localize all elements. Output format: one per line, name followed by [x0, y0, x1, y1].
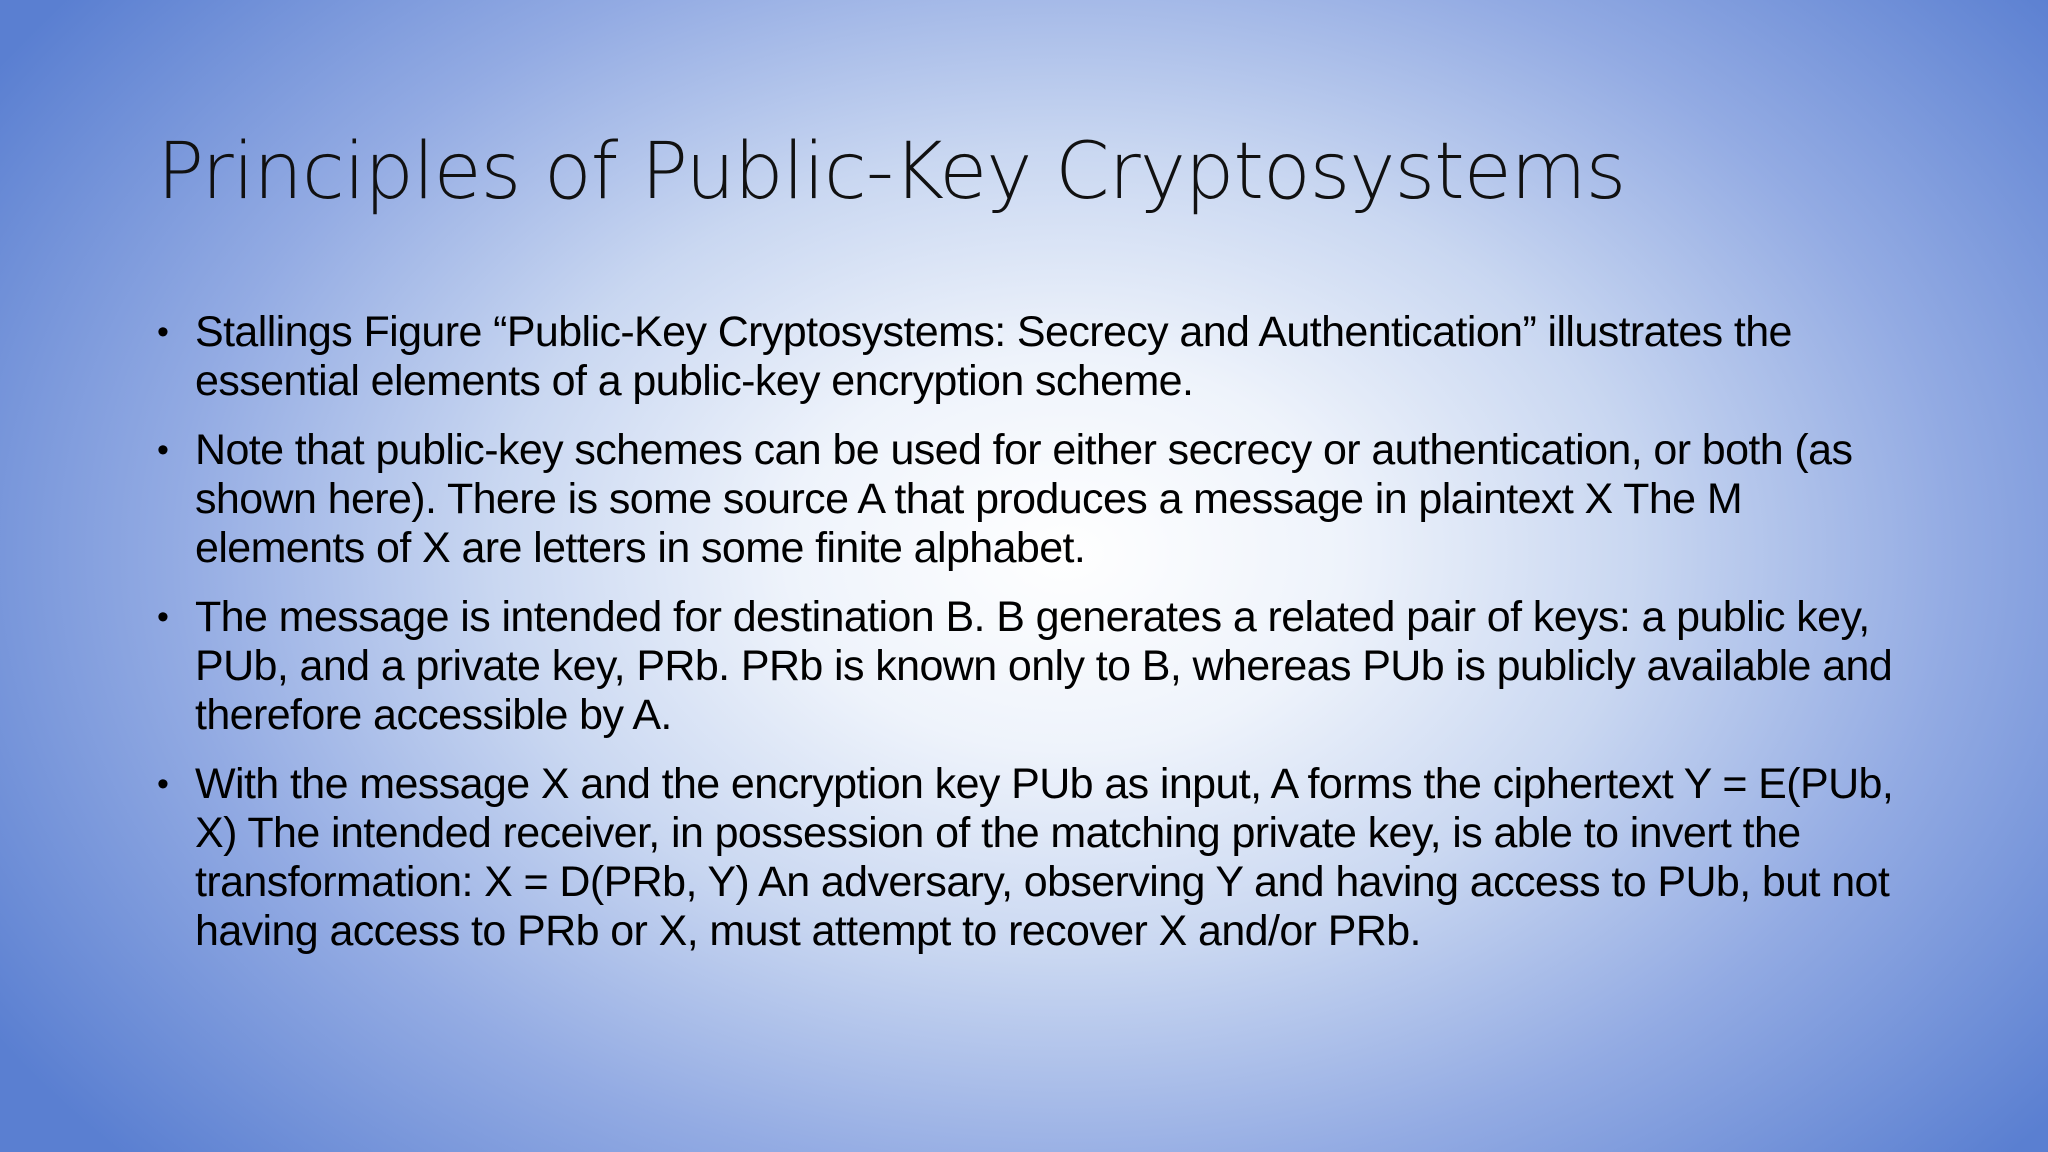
bullet-text: Stallings Figure “Public-Key Cryptosystems: Secrecy and Authentication” illustrates the essential elements of a public-key encryption scheme. — [195, 308, 1792, 405]
bullet-list — [157, 308, 1917, 976]
bullet-marker: • — [157, 765, 169, 803]
bullet-item — [157, 426, 1917, 573]
bullet-item — [157, 760, 1917, 956]
bullet-text: Note that public-key schemes can be used for either secrecy or authentication, or both (as shown here). There is some source A that produces a message in plaintext X The M elements of X are letters in some finite alphabet. — [195, 426, 1853, 572]
bullet-marker: • — [157, 598, 169, 636]
bullet-item — [157, 308, 1917, 406]
slide-title: Principles of Public-Key Cryptosystems — [157, 127, 1626, 217]
bullet-item — [157, 593, 1917, 740]
bullet-marker: • — [157, 431, 169, 469]
bullet-text: With the message X and the encryption key PUb as input, A forms the ciphertext Y = E(PUb, X) The intended receiver, in possession of the matching private key, is able to invert the transformation: X = D(PRb, Y) An adversary, observing Y and having access to PUb, but not having access to PRb or X, must attempt to recover X and/or PRb. — [195, 760, 1894, 955]
bullet-text: The message is intended for destination B. B generates a related pair of keys: a public key, PUb, and a private key, PRb. PRb is known only to B, whereas PUb is publicly available and therefore accessible by A. — [195, 593, 1893, 739]
bullet-marker: • — [157, 313, 169, 351]
